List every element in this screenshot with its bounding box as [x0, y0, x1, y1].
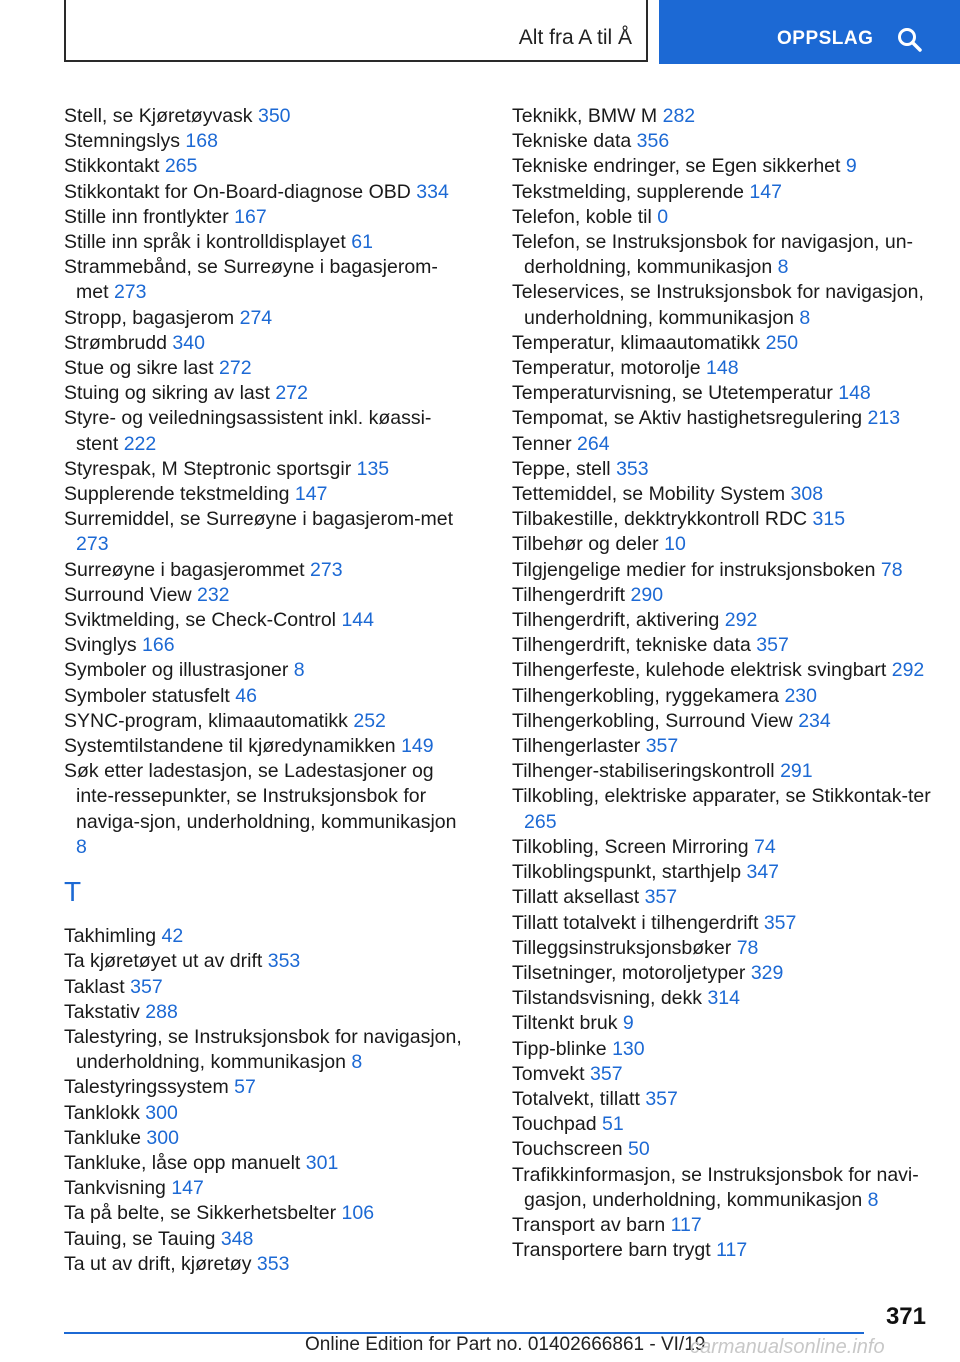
page-link[interactable]: 348 — [220, 1227, 254, 1250]
index-entry — [64, 129, 464, 154]
index-entry — [512, 608, 932, 633]
search-icon — [897, 27, 923, 53]
index-entry-text: Tekniske endringer, se Egen sikkerhet — [512, 155, 841, 178]
page-link[interactable]: 353 — [616, 457, 649, 480]
page-link[interactable]: 9 — [845, 155, 857, 178]
page-link[interactable]: 50 — [628, 1138, 650, 1161]
index-entry-text: Tillatt totalvekt i tilhengerdrift — [512, 911, 759, 934]
index-entry-text: Tekniske data — [512, 130, 632, 153]
index-entry-text: Tilhengerdrift — [512, 583, 626, 606]
index-entry-text: Talestyringssystem — [64, 1076, 229, 1099]
page-link[interactable]: 148 — [706, 357, 739, 380]
page-link[interactable]: 8 — [293, 659, 305, 682]
index-entry — [64, 180, 464, 205]
page-link[interactable]: 300 — [146, 1126, 179, 1149]
page-link[interactable]: 78 — [880, 558, 903, 581]
edition-note: Online Edition for Part no. 01402666861 - VI/19 — [305, 1334, 706, 1355]
index-entry — [64, 356, 464, 381]
index-entry — [512, 709, 932, 734]
lookup-tab-label: OPPSLAG — [777, 28, 874, 49]
index-entry — [512, 432, 932, 457]
page-link[interactable]: 314 — [707, 987, 740, 1010]
page-link[interactable]: 117 — [716, 1239, 748, 1262]
index-entry — [512, 885, 932, 910]
page-link[interactable]: 353 — [267, 950, 301, 973]
index-entry-text: Tankvisning — [64, 1177, 166, 1200]
page-link[interactable]: 252 — [353, 709, 386, 732]
page-link[interactable]: 350 — [257, 105, 291, 127]
page-link[interactable]: 230 — [784, 684, 817, 707]
index-entry — [64, 1000, 464, 1025]
page-link[interactable]: 273 — [113, 281, 147, 304]
index-entry-text: Teleservices, se Instruksjonsbok for navigasjon, underholdning, kommunikasjon — [512, 281, 924, 329]
page-link[interactable]: 8 — [76, 835, 87, 858]
page-link[interactable]: 273 — [310, 558, 343, 581]
index-entry — [64, 924, 464, 949]
page-link[interactable]: 9 — [622, 1012, 634, 1035]
page-link[interactable]: 51 — [602, 1113, 624, 1136]
index-entry — [512, 331, 932, 356]
index-entry-text: Tilkobling, elektriske apparater, se Stikkontak-ter — [512, 785, 931, 808]
index-entry — [512, 180, 932, 205]
page-link[interactable]: 232 — [196, 583, 230, 606]
page-link[interactable]: 292 — [724, 609, 758, 632]
index-entry-text: Stropp, bagasjerom — [64, 306, 235, 329]
index-entry — [64, 633, 464, 658]
index-entry — [64, 734, 464, 759]
index-entry — [512, 205, 932, 230]
index-entry — [512, 532, 932, 557]
section-title: Alt fra A til Å — [518, 26, 632, 49]
page-link[interactable]: 340 — [172, 331, 205, 354]
page-link[interactable]: 147 — [749, 180, 782, 203]
index-entry-text: Tomvekt — [512, 1062, 585, 1085]
index-entry-text: Symboler statusfelt — [64, 684, 230, 707]
page-link[interactable]: 356 — [636, 130, 670, 153]
index-entry-text: Tenner — [512, 432, 572, 455]
index-entry-text: Sviktmelding, se Check-Control — [64, 609, 337, 632]
index-entry — [512, 936, 932, 961]
index-entry-text: Tilkobling, Screen Mirroring — [512, 835, 749, 858]
page-link[interactable]: 264 — [577, 432, 610, 455]
page-link[interactable]: 301 — [305, 1151, 339, 1174]
index-entry-text: Systemtilstandene til kjøredynamikken — [64, 735, 396, 758]
page-link[interactable]: 166 — [142, 634, 175, 657]
page-link[interactable]: 274 — [239, 306, 273, 329]
page-link[interactable]: 357 — [756, 634, 789, 657]
index-entry — [512, 558, 932, 583]
page-link[interactable]: 357 — [644, 886, 678, 909]
page-link[interactable]: 290 — [630, 583, 664, 606]
index-entry-text: Transport av barn — [512, 1213, 666, 1236]
page-link[interactable]: 357 — [590, 1062, 623, 1085]
index-entry-text: Tauing, se Tauing — [64, 1227, 216, 1250]
index-entry-text: Stuing og sikring av last — [64, 382, 270, 405]
page-link[interactable]: 222 — [123, 432, 157, 455]
page-link[interactable]: 130 — [612, 1037, 645, 1060]
page-link[interactable]: 282 — [662, 105, 696, 127]
index-entry-text: Surreøyne i bagasjerommet — [64, 558, 305, 581]
page-link[interactable]: 273 — [76, 533, 109, 556]
index-entry — [512, 911, 932, 936]
index-entry — [64, 154, 464, 179]
page-link[interactable]: 334 — [416, 180, 449, 203]
index-entry — [512, 1062, 932, 1087]
index-entry — [512, 684, 932, 709]
page-link[interactable]: 265 — [164, 155, 198, 178]
index-entry — [512, 784, 932, 834]
index-entry-text: Telefon, se Instruksjonsbok for navigasjon, un-derholdning, kommunikasjon — [512, 231, 914, 279]
index-entry-text: Tilkoblingspunkt, starthjelp — [512, 861, 742, 884]
index-entry — [512, 759, 932, 784]
index-entry-text: Tipp-blinke — [512, 1037, 607, 1060]
index-entry-text: Stille inn språk i kontrolldisplayet — [64, 231, 346, 254]
index-entry-text: Stue og sikre last — [64, 357, 214, 380]
page-link[interactable]: 292 — [891, 659, 925, 682]
index-entry-text: Takhimling — [64, 925, 157, 948]
index-entry — [512, 154, 932, 179]
index-entry-text: Tempomat, se Aktiv hastighetsregulering — [512, 407, 863, 430]
index-entry-text: Tilhenger-stabiliseringskontroll — [512, 760, 775, 783]
index-entry — [64, 709, 464, 734]
page-link[interactable]: 315 — [812, 508, 846, 531]
index-entry — [512, 482, 932, 507]
page-link[interactable]: 57 — [234, 1076, 256, 1099]
index-entry — [64, 1227, 464, 1252]
index-entry — [64, 608, 464, 633]
index-entry-text: Touchpad — [512, 1113, 597, 1136]
page-link[interactable]: 167 — [234, 205, 267, 228]
index-entry — [512, 457, 932, 482]
index-entry — [64, 457, 464, 482]
page-link[interactable]: 357 — [645, 735, 679, 758]
page-link[interactable]: 168 — [185, 130, 218, 153]
index-entry-text: Talestyring, se Instruksjonsbok for navigasjon, underholdning, kommunikasjon — [64, 1025, 462, 1074]
page-link[interactable]: 291 — [780, 760, 813, 783]
index-entry — [64, 1201, 464, 1226]
index-entry-text: Styrespak, M Steptronic sportsgir — [64, 457, 352, 480]
index-entry-text: Teppe, stell — [512, 457, 611, 480]
index-entry — [512, 658, 932, 683]
index-column-right — [512, 104, 932, 1263]
index-entry-text: Tilhengerdrift, tekniske data — [512, 634, 751, 657]
index-entry — [512, 406, 932, 431]
index-entry — [512, 381, 932, 406]
page-link[interactable]: 74 — [754, 835, 776, 858]
index-entry — [512, 104, 932, 129]
index-entry — [512, 1163, 932, 1213]
index-entry-text: Temperaturvisning, se Utetemperatur — [512, 382, 833, 405]
index-entry-text: Tanklokk — [64, 1101, 140, 1124]
index-entry — [64, 406, 464, 456]
index-entry — [512, 280, 932, 330]
index-entry-text: Styre- og veiledningsassistent inkl. køassi-stent — [64, 407, 432, 455]
index-entry-text: Taklast — [64, 975, 125, 998]
page-link[interactable]: 42 — [161, 925, 184, 948]
index-entry — [512, 1037, 932, 1062]
index-entry — [64, 255, 464, 305]
index-entry — [64, 1075, 464, 1100]
page-number: 371 — [885, 1303, 926, 1330]
index-entry-text: Tilsetninger, motoroljetyper — [512, 961, 746, 984]
page-link[interactable]: 357 — [763, 911, 797, 934]
page-link[interactable]: 8 — [777, 256, 789, 279]
index-entry-text: Tilhengerdrift, aktivering — [512, 609, 720, 632]
index-entry — [64, 1176, 464, 1201]
index-entry — [512, 1137, 932, 1162]
index-entry-text: Tilgjengelige medier for instruksjonsboken — [512, 558, 876, 581]
watermark: carmanualsonline.info — [690, 1336, 885, 1358]
index-entry-text: Stell, se Kjøretøyvask — [64, 105, 253, 127]
index-entry — [512, 633, 932, 658]
index-entry — [512, 507, 932, 532]
index-entry-text: Stemningslys — [64, 130, 180, 153]
index-entry — [64, 1025, 464, 1075]
index-entry — [64, 658, 464, 683]
index-entry-text: Tekstmelding, supplerende — [512, 180, 744, 203]
index-entry-text: SYNC-program, klimaautomatikk — [64, 709, 348, 732]
index-entry-text: Symboler og illustrasjoner — [64, 659, 289, 682]
index-entry-text: Temperatur, klimaautomatikk — [512, 331, 761, 354]
index-entry — [64, 759, 464, 860]
page-link[interactable]: 300 — [145, 1101, 178, 1124]
index-entry — [64, 507, 464, 557]
index-entry-text: Tankluke, låse opp manuelt — [64, 1151, 301, 1174]
index-entry-text: Temperatur, motorolje — [512, 357, 701, 380]
index-entry-text: Tilhengerkobling, ryggekamera — [512, 684, 780, 707]
index-entry — [512, 230, 932, 280]
index-entry-text: Tilhengerlaster — [512, 735, 641, 758]
index-entry — [512, 734, 932, 759]
page-link[interactable]: 148 — [838, 382, 871, 405]
index-entry-text: Tillatt aksellast — [512, 886, 640, 909]
index-group-t — [64, 924, 464, 1277]
page-link[interactable]: 106 — [341, 1202, 375, 1225]
index-entry — [64, 1126, 464, 1151]
page-link[interactable]: 135 — [356, 457, 390, 480]
index-entry-text: Strømbrudd — [64, 331, 167, 354]
index-entry — [512, 860, 932, 885]
index-entry-text: Tankluke — [64, 1126, 141, 1149]
index-entry-text: Tilhengerkobling, Surround View — [512, 709, 793, 732]
index-entry-text: Supplerende tekstmelding — [64, 483, 290, 506]
index-entry-text: Trafikkinformasjon, se Instruksjonsbok for navi-gasjon, underholdning, kommunikasjon — [512, 1163, 919, 1211]
index-entry-text: Tiltenkt bruk — [512, 1012, 618, 1035]
index-entry — [512, 1011, 932, 1036]
index-entry-text: Stille inn frontlykter — [64, 205, 229, 228]
index-entry-text: Ta ut av drift, kjøretøy — [64, 1252, 252, 1275]
index-entry — [64, 1151, 464, 1176]
index-entry-text: Tilbakestille, dekktrykkontroll RDC — [512, 508, 808, 531]
index-entry — [64, 583, 464, 608]
index-entry — [64, 1252, 464, 1277]
index-group-s — [64, 104, 464, 860]
index-entry-text: Tilbehør og deler — [512, 533, 659, 556]
index-entry — [64, 482, 464, 507]
index-entry — [64, 1101, 464, 1126]
index-entry — [512, 1213, 932, 1238]
index-entry-text: Strammebånd, se Surreøyne i bagasjerom-met — [64, 256, 438, 304]
page-link[interactable]: 117 — [670, 1213, 702, 1236]
index-entry-text: Tilhengerfeste, kulehode elektrisk svingbart — [512, 659, 887, 682]
index-entry-text: Takstativ — [64, 1000, 140, 1023]
page-link[interactable]: 78 — [736, 936, 759, 959]
index-entry-text: Ta kjøretøyet ut av drift — [64, 950, 263, 973]
index-entry-text: Tettemiddel, se Mobility System — [512, 483, 786, 506]
index-entry-text: Teknikk, BMW M — [512, 105, 658, 127]
page-link[interactable]: 61 — [351, 231, 373, 254]
letter-heading: T — [64, 876, 82, 908]
page-link[interactable]: 353 — [256, 1252, 290, 1275]
page-link[interactable]: 329 — [750, 961, 784, 984]
page-link[interactable]: 357 — [645, 1087, 678, 1110]
page-link[interactable]: 8 — [867, 1188, 879, 1211]
page-link[interactable]: 147 — [294, 483, 328, 506]
index-entry — [64, 230, 464, 255]
page-link[interactable]: 149 — [401, 735, 434, 758]
section-tab — [64, 0, 648, 62]
page-link[interactable]: 144 — [341, 609, 374, 632]
index-entry — [512, 129, 932, 154]
index-entry-text: Telefon, koble til — [512, 205, 652, 228]
index-entry — [512, 1087, 932, 1112]
page-link[interactable]: 357 — [130, 975, 163, 998]
index-entry — [64, 684, 464, 709]
index-entry-text: Transportere barn trygt — [512, 1239, 711, 1262]
index-entry — [512, 835, 932, 860]
index-entry-text: Surround View — [64, 583, 192, 606]
page-link[interactable]: 272 — [275, 382, 308, 405]
index-entry — [64, 381, 464, 406]
index-entry — [64, 205, 464, 230]
index-group-t-continued — [512, 104, 932, 1263]
index-entry — [512, 961, 932, 986]
page-link[interactable]: 10 — [664, 533, 686, 556]
index-entry — [512, 986, 932, 1011]
index-entry-text: Søk etter ladestasjon, se Ladestasjoner og inte-ressepunkter, se Instruksjonsbok for naviga-sjon, underholdning, kommunikasjon — [64, 760, 457, 833]
index-entry — [512, 1238, 932, 1263]
index-entry-text: Stikkontakt for On-Board-diagnose OBD — [64, 180, 411, 203]
index-entry-text: Svinglys — [64, 634, 137, 657]
lookup-tab[interactable] — [659, 0, 960, 64]
index-entry — [64, 331, 464, 356]
page-link[interactable]: 265 — [524, 810, 557, 833]
page-link[interactable]: 46 — [235, 684, 257, 707]
index-entry-text: Stikkontakt — [64, 155, 160, 178]
page-link[interactable]: 250 — [765, 331, 799, 354]
page-link[interactable]: 308 — [790, 483, 824, 506]
index-entry — [512, 583, 932, 608]
page-link[interactable]: 8 — [351, 1051, 363, 1074]
index-entry — [64, 949, 464, 974]
index-entry — [512, 1112, 932, 1137]
page-link[interactable]: 272 — [219, 357, 252, 380]
page-link[interactable]: 147 — [171, 1177, 204, 1200]
index-entry-text: Tilstandsvisning, dekk — [512, 987, 703, 1010]
page-link[interactable]: 213 — [867, 407, 901, 430]
index-entry-text: Touchscreen — [512, 1138, 623, 1161]
index-entry-text: Tilleggsinstruksjonsbøker — [512, 936, 732, 959]
page-link[interactable]: 347 — [746, 861, 780, 884]
index-entry — [64, 975, 464, 1000]
index-entry-text: Ta på belte, se Sikkerhetsbelter — [64, 1202, 337, 1225]
index-column-left — [64, 104, 464, 1277]
index-entry-text: Surremiddel, se Surreøyne i bagasjerom-met — [64, 508, 454, 531]
page-link[interactable]: 288 — [145, 1000, 178, 1023]
index-entry-text: Totalvekt, tillatt — [512, 1087, 640, 1110]
page-link[interactable]: 234 — [798, 709, 831, 732]
index-entry — [512, 356, 932, 381]
page-link[interactable]: 0 — [657, 205, 669, 228]
index-entry — [64, 104, 464, 129]
index-entry — [64, 306, 464, 331]
index-entry — [64, 558, 464, 583]
page-link[interactable]: 8 — [799, 306, 811, 329]
